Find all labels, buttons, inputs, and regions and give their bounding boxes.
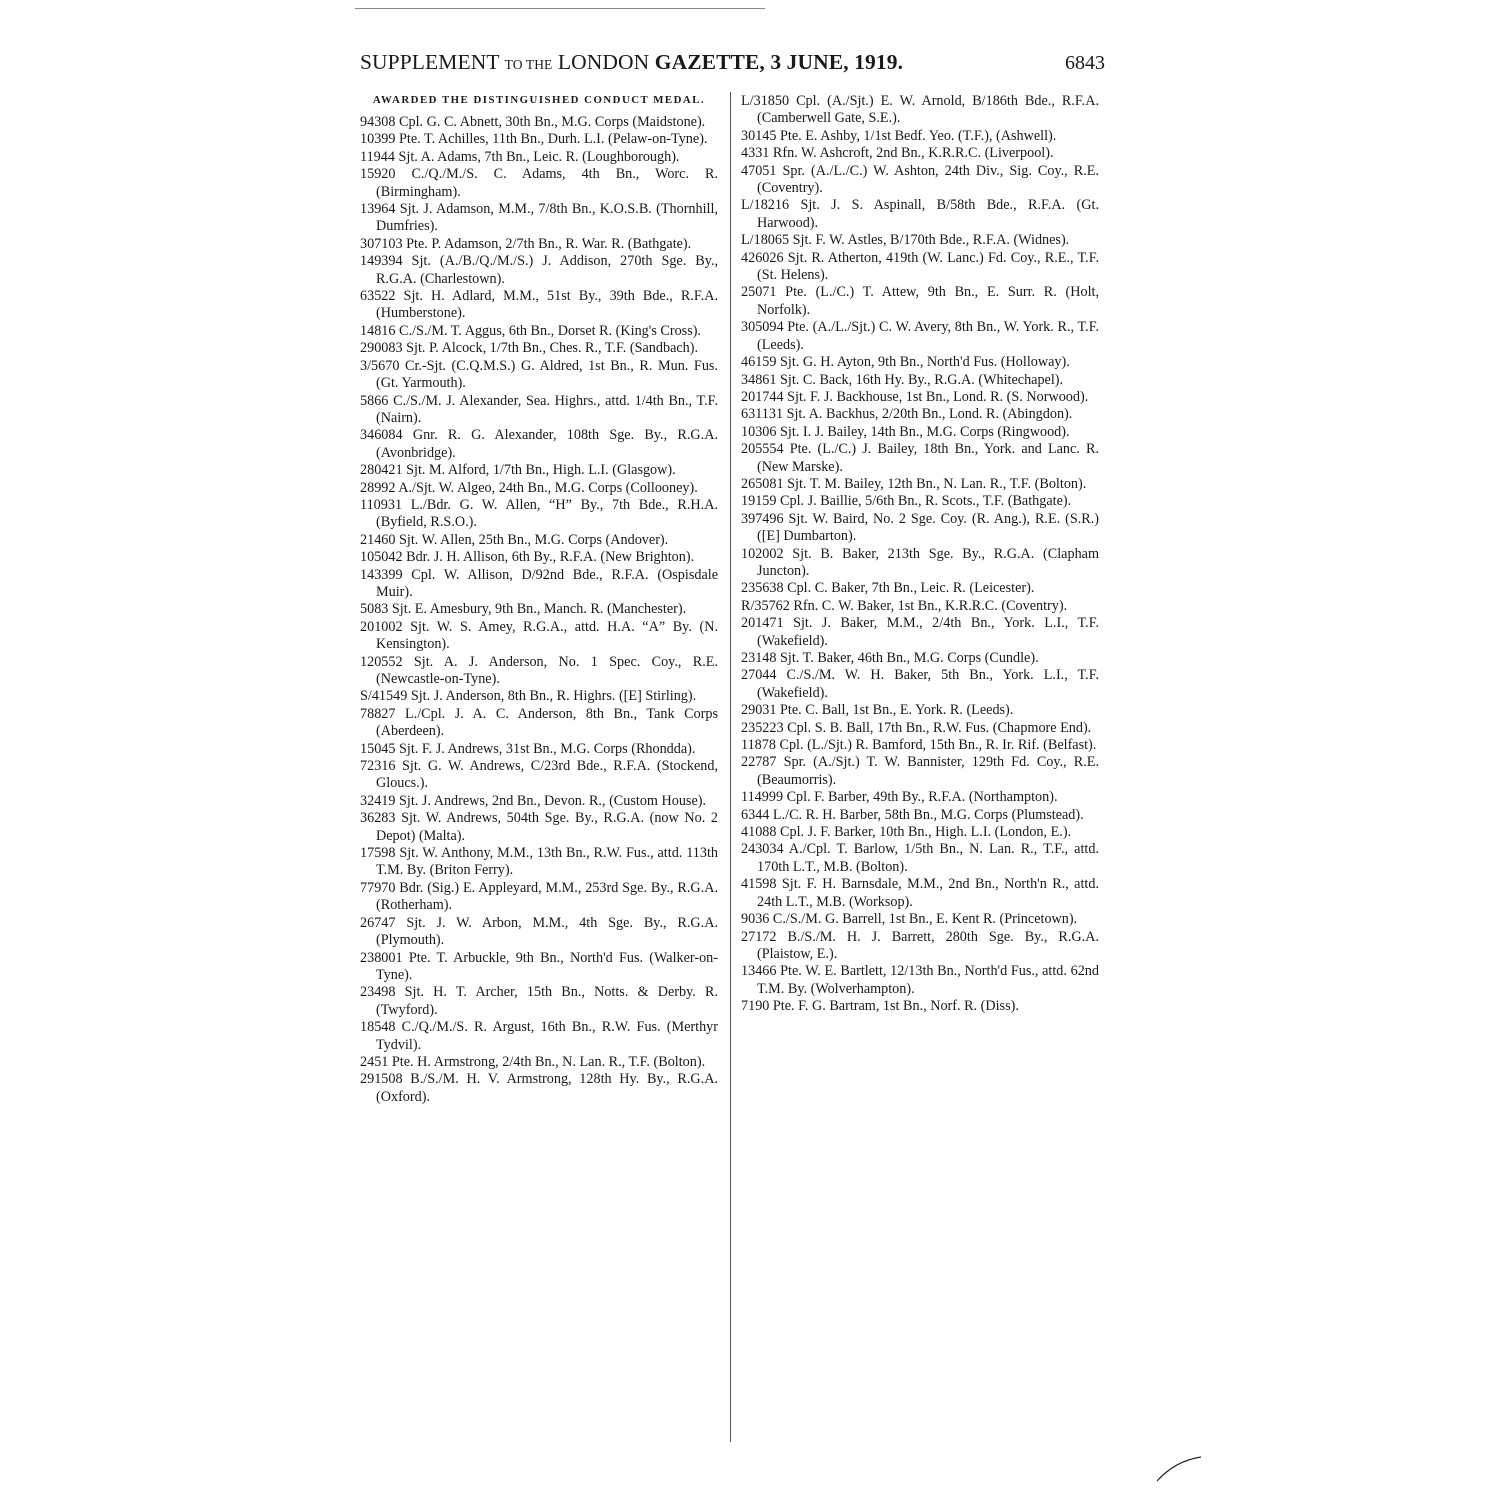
award-entry: 32419 Sjt. J. Andrews, 2nd Bn., Devon. R., (Custom House). [360, 792, 707, 809]
title-gazette-date: GAZETTE, 3 JUNE, 1919. [654, 50, 904, 74]
title-supplement: SUPPLEMENT [360, 50, 500, 74]
award-entry: 205554 Pte. (L./C.) J. Bailey, 18th Bn., York. and Lanc. R. (New Marske). [741, 441, 1099, 475]
award-entry: 307103 Pte. P. Adamson, 2/7th Bn., R. War. R. (Bathgate). [360, 235, 692, 252]
award-entry: 9036 C./S./M. G. Barrell, 1st Bn., E. Kent R. (Princetown). [741, 911, 1078, 928]
award-entry: 7190 Pte. F. G. Bartram, 1st Bn., Norf. R. (Diss). [741, 998, 1019, 1015]
award-entry: 102002 Sjt. B. Baker, 213th Sge. By., R.G.A. (Clapham Juncton). [741, 545, 1099, 579]
award-entry: 201002 Sjt. W. S. Amey, R.G.A., attd. H.A. “A” By. (N. Kensington). [360, 618, 718, 653]
award-entry: 30145 Pte. E. Ashby, 1/1st Bedf. Yeo. (T.F.), (Ashwell). [741, 127, 1057, 144]
award-entry: 26747 Sjt. J. W. Arbon, M.M., 4th Sge. By., R.G.A. (Plymouth). [360, 914, 718, 949]
award-entry: 201744 Sjt. F. J. Backhouse, 1st Bn., Lond. R. (S. Norwood). [741, 388, 1089, 405]
award-entry: 78827 L./Cpl. J. A. C. Anderson, 8th Bn., Tank Corps (Aberdeen). [360, 705, 718, 740]
left-column [360, 93, 718, 1106]
award-entry: 4331 Rfn. W. Ashcroft, 2nd Bn., K.R.R.C. (Liverpool). [741, 145, 1054, 162]
award-entry: 11944 Sjt. A. Adams, 7th Bn., Leic. R. (Loughborough). [360, 148, 680, 165]
award-entry: 201471 Sjt. J. Baker, M.M., 2/4th Bn., York. L.I., T.F. (Wakefield). [741, 615, 1099, 649]
award-entry: 41088 Cpl. J. F. Barker, 10th Bn., High. L.I. (London, E.). [741, 824, 1072, 841]
award-entry: 11878 Cpl. (L./Sjt.) R. Bamford, 15th Bn., R. Ir. Rif. (Belfast). [741, 737, 1097, 754]
award-entry: 27172 B./S./M. H. J. Barrett, 280th Sge. By., R.G.A. (Plaistow, E.). [741, 928, 1099, 962]
award-entry: 346084 Gnr. R. G. Alexander, 108th Sge. By., R.G.A. (Avonbridge). [360, 427, 718, 461]
pen-mark [1155, 1455, 1205, 1485]
award-entry: 305094 Pte. (A./L./Sjt.) C. W. Avery, 8th Bn., W. York. R., T.F. (Leeds). [741, 319, 1099, 353]
column-divider [730, 92, 731, 1442]
award-entry: 23498 Sjt. H. T. Archer, 15th Bn., Notts. & Derby. R. (Twyford). [360, 984, 718, 1018]
award-entry: 149394 Sjt. (A./B./Q./M./S.) J. Addison, 270th Sge. By., R.G.A. (Charlestown). [360, 253, 718, 287]
page-header [360, 50, 1105, 75]
award-entry: 15920 C./Q./M./S. C. Adams, 4th Bn., Worc. R. (Birmingham). [360, 166, 718, 200]
award-entry: 19159 Cpl. J. Baillie, 5/6th Bn., R. Scots., T.F. (Bathgate). [741, 493, 1072, 510]
award-entry: 631131 Sjt. A. Backhus, 2/20th Bn., Lond. R. (Abingdon). [741, 406, 1073, 423]
award-entry: 34861 Sjt. C. Back, 16th Hy. By., R.G.A. (Whitechapel). [741, 371, 1064, 388]
award-entry: 3/5670 Cr.-Sjt. (C.Q.M.S.) G. Aldred, 1st Bn., R. Mun. Fus. (Gt. Yarmouth). [360, 357, 718, 392]
award-entry: 10306 Sjt. I. J. Bailey, 14th Bn., M.G. Corps (Ringwood). [741, 423, 1070, 440]
award-entry: 63522 Sjt. H. Adlard, M.M., 51st By., 39th Bde., R.F.A. (Humberstone). [360, 288, 718, 322]
award-entry: 77970 Bdr. (Sig.) E. Appleyard, M.M., 253rd Sge. By., R.G.A. (Rotherham). [360, 879, 718, 914]
award-entry: S/41549 Sjt. J. Anderson, 8th Bn., R. Highrs. ([E] Stirling). [360, 688, 697, 705]
award-entry: 120552 Sjt. A. J. Anderson, No. 1 Spec. Coy., R.E. (Newcastle-on-Tyne). [360, 653, 718, 687]
award-entry: 14816 C./S./M. T. Aggus, 6th Bn., Dorset R. (King's Cross). [360, 322, 701, 339]
award-entry: 265081 Sjt. T. M. Bailey, 12th Bn., N. Lan. R., T.F. (Bolton). [741, 475, 1087, 492]
award-entry: 110931 L./Bdr. G. W. Allen, “H” By., 7th Bde., R.H.A. (Byfield, R.S.O.). [360, 496, 718, 531]
award-entry: 25071 Pte. (L./C.) T. Attew, 9th Bn., E. Surr. R. (Holt, Norfolk). [741, 284, 1099, 318]
section-title: AWARDED THE DISTINGUISHED CONDUCT MEDAL. [372, 94, 706, 106]
award-entry: 15045 Sjt. F. J. Andrews, 31st Bn., M.G. Corps (Rhondda). [360, 740, 696, 757]
award-entry: 105042 Bdr. J. H. Allison, 6th By., R.F.A. (New Brighton). [360, 549, 695, 566]
award-entry: L/31850 Cpl. (A./Sjt.) E. W. Arnold, B/186th Bde., R.F.A. (Camberwell Gate, S.E.). [741, 93, 1099, 127]
award-entry: 46159 Sjt. G. H. Ayton, 9th Bn., North'd Fus. (Holloway). [741, 354, 1070, 371]
award-entry: 280421 Sjt. M. Alford, 1/7th Bn., High. L.I. (Glasgow). [360, 462, 676, 479]
award-entry: 397496 Sjt. W. Baird, No. 2 Sge. Coy. (R. Ang.), R.E. (S.R.) ([E] Dumbarton). [741, 510, 1099, 545]
award-entry: 13466 Pte. W. E. Bartlett, 12/13th Bn., North'd Fus., attd. 62nd T.M. By. (Wolverhampton). [741, 963, 1099, 997]
award-entry: 17598 Sjt. W. Anthony, M.M., 13th Bn., R.W. Fus., attd. 113th T.M. By. (Briton Ferry). [360, 845, 718, 879]
left-entry-list [360, 114, 718, 1106]
award-entry: 2451 Pte. H. Armstrong, 2/4th Bn., N. Lan. R., T.F. (Bolton). [360, 1053, 706, 1070]
award-entry: 27044 C./S./M. W. H. Baker, 5th Bn., York. L.I., T.F. (Wakefield). [741, 667, 1099, 701]
award-entry: R/35762 Rfn. C. W. Baker, 1st Bn., K.R.R.C. (Coventry). [741, 597, 1068, 614]
award-entry: L/18065 Sjt. F. W. Astles, B/170th Bde., R.F.A. (Widnes). [741, 232, 1070, 249]
award-entry: 13964 Sjt. J. Adamson, M.M., 7/8th Bn., K.O.S.B. (Thornhill, Dumfries). [360, 201, 718, 235]
page-number: 6843 [1065, 52, 1105, 74]
award-entry: 238001 Pte. T. Arbuckle, 9th Bn., North'd Fus. (Walker-on-Tyne). [360, 949, 718, 983]
award-entry: 18548 C./Q./M./S. R. Argust, 16th Bn., R.W. Fus. (Merthyr Tydvil). [360, 1019, 718, 1053]
title-to-the: TO THE [504, 57, 553, 72]
top-rule [355, 8, 765, 9]
award-entry: 10399 Pte. T. Achilles, 11th Bn., Durh. L.I. (Pelaw-on-Tyne). [360, 131, 708, 148]
award-entry: L/18216 Sjt. J. S. Aspinall, B/58th Bde., R.F.A. (Gt. Harwood). [741, 197, 1099, 231]
award-entry: 29031 Pte. C. Ball, 1st Bn., E. York. R. (Leeds). [741, 702, 1014, 719]
right-entry-list [741, 93, 1099, 1016]
title-london: LONDON [557, 50, 650, 74]
award-entry: 143399 Cpl. W. Allison, D/92nd Bde., R.F.A. (Ospisdale Muir). [360, 566, 718, 600]
gazette-title [360, 50, 903, 75]
award-entry: 5866 C./S./M. J. Alexander, Sea. Highrs., attd. 1/4th Bn., T.F. (Nairn). [360, 392, 718, 426]
award-entry: 36283 Sjt. W. Andrews, 504th Sge. By., R.G.A. (now No. 2 Depot) (Malta). [360, 810, 718, 844]
award-entry: 243034 A./Cpl. T. Barlow, 1/5th Bn., N. Lan. R., T.F., attd. 170th L.T., M.B. (Bolton). [741, 841, 1099, 875]
award-entry: 5083 Sjt. E. Amesbury, 9th Bn., Manch. R. (Manchester). [360, 601, 687, 618]
award-entry: 291508 B./S./M. H. V. Armstrong, 128th Hy. By., R.G.A. (Oxford). [360, 1071, 718, 1105]
award-entry: 21460 Sjt. W. Allen, 25th Bn., M.G. Corps (Andover). [360, 531, 669, 548]
award-entry: 23148 Sjt. T. Baker, 46th Bn., M.G. Corps (Cundle). [741, 650, 1039, 666]
award-entry: 47051 Spr. (A./L./C.) W. Ashton, 24th Div., Sig. Coy., R.E. (Coventry). [741, 162, 1099, 197]
award-entry: 290083 Sjt. P. Alcock, 1/7th Bn., Ches. R., T.F. (Sandbach). [360, 340, 699, 357]
award-entry: 41598 Sjt. F. H. Barnsdale, M.M., 2nd Bn., North'n R., attd. 24th L.T., M.B. (Worksop). [741, 876, 1099, 910]
award-entry: 22787 Spr. (A./Sjt.) T. W. Bannister, 129th Fd. Coy., R.E. (Beaumorris). [741, 754, 1099, 788]
award-entry: 235638 Cpl. C. Baker, 7th Bn., Leic. R. (Leicester). [741, 580, 1035, 597]
award-entry: 235223 Cpl. S. B. Ball, 17th Bn., R.W. Fus. (Chapmore End). [741, 719, 1092, 736]
award-entry: 114999 Cpl. F. Barber, 49th By., R.F.A. (Northampton). [741, 789, 1058, 806]
award-entry: 6344 L./C. R. H. Barber, 58th Bn., M.G. Corps (Plumstead). [741, 806, 1084, 823]
award-entry: 28992 A./Sjt. W. Algeo, 24th Bn., M.G. Corps (Collooney). [360, 479, 698, 496]
award-entry: 426026 Sjt. R. Atherton, 419th (W. Lanc.) Fd. Coy., R.E., T.F. (St. Helens). [741, 249, 1099, 284]
right-column [741, 93, 1099, 1016]
award-entry: 72316 Sjt. G. W. Andrews, C/23rd Bde., R.F.A. (Stockend, Gloucs.). [360, 758, 718, 792]
award-entry: 94308 Cpl. G. C. Abnett, 30th Bn., M.G. Corps (Maidstone). [360, 114, 706, 130]
